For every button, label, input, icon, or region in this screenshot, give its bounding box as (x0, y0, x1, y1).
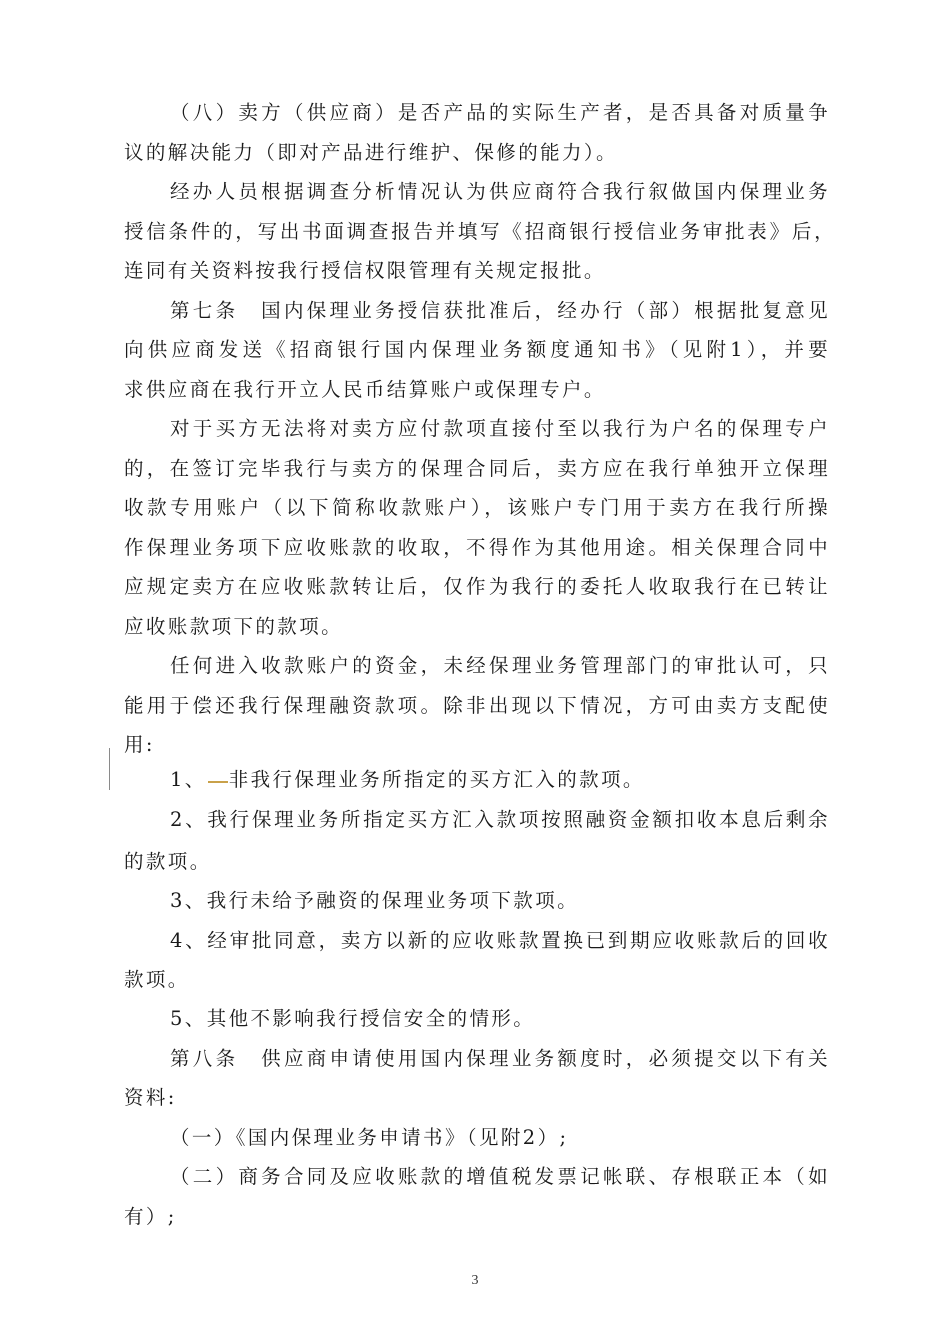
text-line: 作保理业务项下应收账款的收取，不得作为其他用途。相关保理合同中 (124, 536, 830, 559)
list-number: 1、 (170, 768, 207, 791)
text-line: 的款项。 (124, 850, 212, 873)
text-line: 收款专用账户（以下简称收款账户），该账户专门用于卖方在我行所操 (124, 496, 830, 519)
text-line: 能用于偿还我行保理融资款项。除非出现以下情况，方可由卖方支配使 (124, 694, 830, 717)
text-line: 5、其他不影响我行授信安全的情形。 (170, 1007, 536, 1030)
text-line: 向供应商发送《招商银行国内保理业务额度通知书》（见附1），并要 (124, 338, 830, 361)
page-number: 3 (471, 1273, 479, 1288)
text-line: 有）; (124, 1205, 177, 1228)
text-line: 第八条 供应商申请使用国内保理业务额度时，必须提交以下有关 (170, 1047, 830, 1070)
text-line: 授信条件的，写出书面调查报告并填写《招商银行授信业务审批表》后， (124, 220, 836, 243)
text-line: 的，在签订完毕我行与卖方的保理合同后，卖方应在我行单独开立保理 (124, 457, 830, 480)
text-line: 款项。 (124, 968, 190, 991)
text-line: （一）《国内保理业务申请书》（见附2）; (170, 1126, 569, 1149)
text-line: 对于买方无法将对卖方应付款项直接付至以我行为户名的保理专户 (170, 417, 830, 440)
list-text: 非我行保理业务所指定的买方汇入的款项。 (228, 768, 645, 791)
text-line: 第七条 国内保理业务授信获批准后，经办行（部）根据批复意见 (170, 299, 830, 322)
text-line: （二）商务合同及应收账款的增值税发票记帐联、存根联正本（如 (170, 1165, 830, 1188)
text-line: 2、我行保理业务所指定买方汇入款项按照融资金额扣收本息后剩余 (170, 808, 830, 831)
list-item (170, 765, 950, 795)
text-line: 任何进入收款账户的资金，未经保理业务管理部门的审批认可，只 (170, 654, 830, 677)
text-line: 4、经审批同意，卖方以新的应收账款置换已到期应收账款后的回收 (170, 929, 830, 952)
text-line: 用: (124, 733, 155, 756)
text-line: 求供应商在我行开立人民币结算账户或保理专户。 (124, 378, 606, 401)
change-bar (109, 748, 110, 790)
text-line: 应收账款项下的款项。 (124, 615, 344, 638)
text-line: 议的解决能力（即对产品进行维护、保修的能力）。 (124, 141, 618, 164)
text-line: 经办人员根据调查分析情况认为供应商符合我行叙做国内保理业务 (170, 180, 830, 203)
text-line: 资料: (124, 1086, 177, 1109)
text-line: （八）卖方（供应商）是否产品的实际生产者，是否具备对质量争 (170, 101, 830, 124)
revision-mark (208, 775, 228, 783)
text-line: 连同有关资料按我行授信权限管理有关规定报批。 (124, 259, 606, 282)
text-line: 3、我行未给予融资的保理业务项下款项。 (170, 889, 580, 912)
text-line: 应规定卖方在应收账款转让后，仅作为我行的委托人收取我行在已转让 (124, 575, 830, 598)
